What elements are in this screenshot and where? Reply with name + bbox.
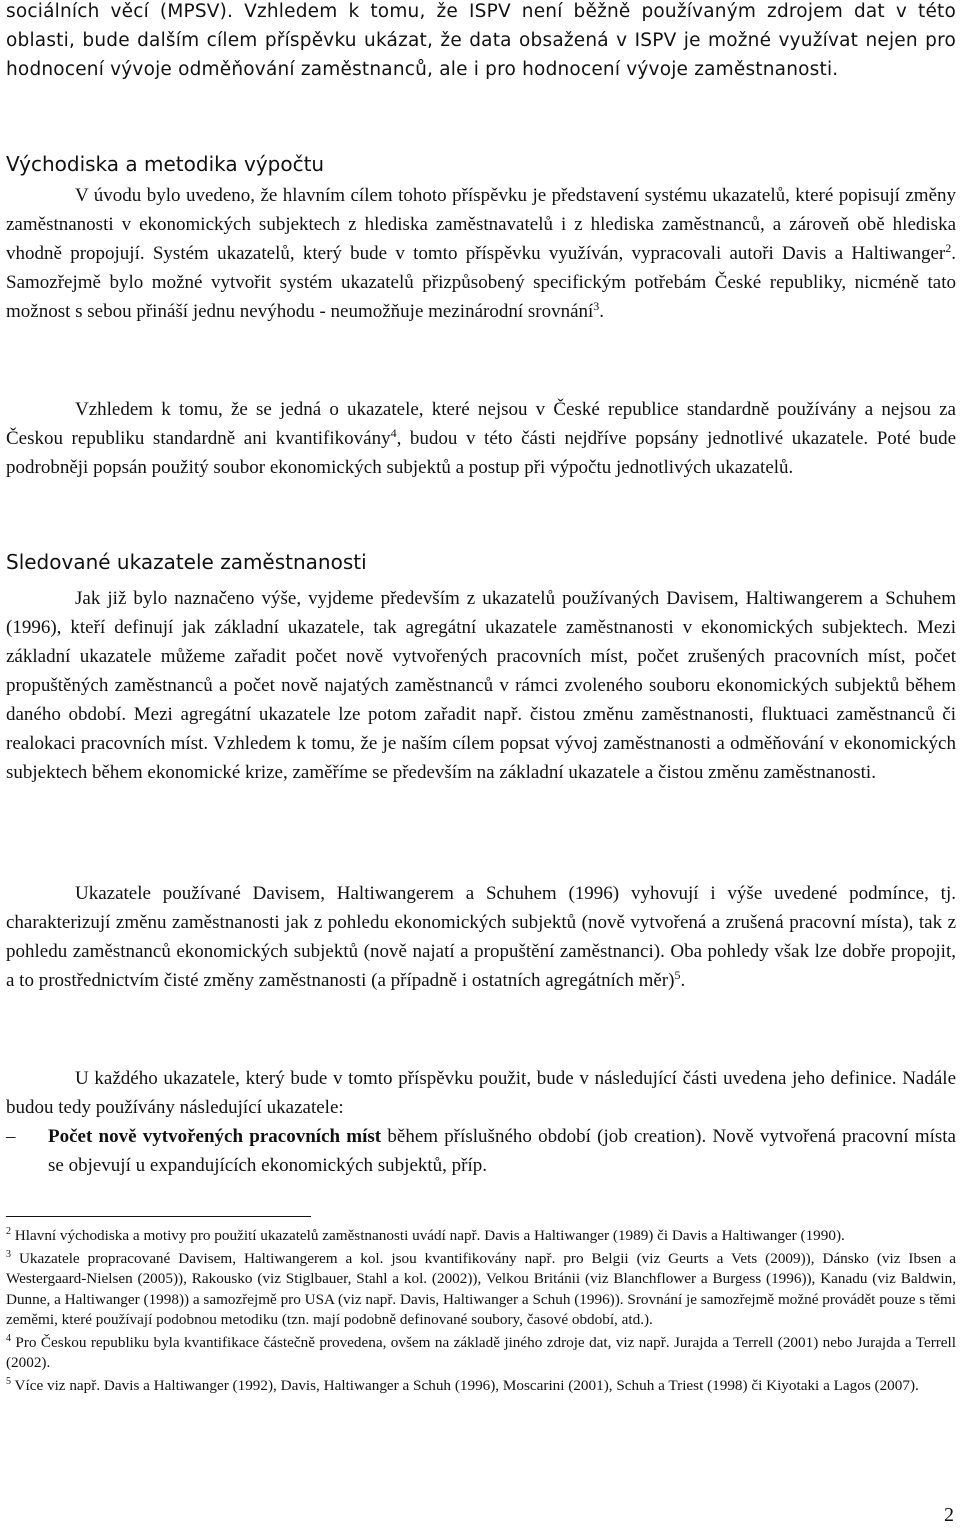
methodology-p2-text-a: Vzhledem k tomu, že se jedná o ukazatele, které nejsou v České republice standardně používány a nejsou za Českou republiku standardně ani kvantifikovány xyxy=(6,399,956,449)
methodology-p1-text-c: . xyxy=(599,301,605,322)
methodology-paragraph-1 xyxy=(6,181,956,326)
footnote-ref-5: 5 xyxy=(674,968,681,982)
page-number: 2 xyxy=(944,1504,954,1526)
footnote-number: 5 xyxy=(6,1375,11,1387)
indicators-paragraph-2 xyxy=(6,879,956,995)
footnote-ref-3: 3 xyxy=(593,299,600,313)
footnote-ref-4: 4 xyxy=(390,426,397,440)
footnote-text: Ukazatele propracované Davisem, Haltiwangerem a kol. jsou kvantifikovány např. pro Belgii (viz Geurts a Vets (2009)), Dánsko (viz Ibsen a Westergaard-Nielsen (2005)), Rakousko (viz Stiglbauer, Stahl a kol. (2002)), Velkou Británii (viz Blanchflower a Burgess (1996)), Kanadu (viz Baldwin, Dunne, a Haltiwanger (1998)) a samozřejmě pro USA (viz např. Davis, Haltiwanger a Schuh (1996)). Srovnání je samozřejmě možné provádět pouze s těmi zeměmi, které používají podobnou metodiku (tzn. mají podobně definované soubory, časové období, atd.). xyxy=(6,1249,956,1328)
methodology-p1-text-a: V úvodu bylo uvedeno, že hlavním cílem tohoto příspěvku je představení systému ukazatelů, které popisují změny zaměstnanosti v ekonomických subjektech z hlediska zaměstnavatelů i z hlediska zaměstnanců, a zároveň obě hlediska vhodně propojují. Systém ukazatelů, který bude v tomto příspěvku využíván, vypracovali autoři Davis a Haltiwanger xyxy=(6,185,956,264)
methodology-paragraph-2 xyxy=(6,395,956,482)
footnotes xyxy=(6,1226,956,1398)
indicators-p2-text-b: . xyxy=(680,970,686,991)
footnote-divider xyxy=(6,1216,311,1217)
methodology-p1-text-b: . Samozřejmě bylo možné vytvořit systém ukazatelů přizpůsobený specifickým potřebám České republiky, nicméně tato možnost s sebou přináší jednu nevýhodu - neumožňuje mezinárodní srovnání xyxy=(6,243,956,322)
section-heading-methodology: Východiska a metodika výpočtu xyxy=(6,152,325,176)
footnote-5 xyxy=(6,1376,956,1397)
indicator-list-item-job-creation xyxy=(6,1122,956,1180)
footnote-2 xyxy=(6,1226,956,1247)
footnote-4 xyxy=(6,1333,956,1374)
footnote-number: 4 xyxy=(6,1332,11,1344)
methodology-p2-text-b: , budou v této části nejdříve popsány jednotlivé ukazatele. Poté bude podrobněji popsán použitý soubor ekonomických subjektů a postup při výpočtu jednotlivých ukazatelů. xyxy=(6,428,957,478)
indicators-paragraph-3: U každého ukazatele, který bude v tomto příspěvku použit, bude v následující části uvedena jeho definice. Nadále budou tedy používány následující ukazatele: xyxy=(6,1068,956,1118)
list-dash: – xyxy=(6,1126,16,1147)
footnote-text: Více viz např. Davis a Haltiwanger (1992), Davis, Haltiwanger a Schuh (1996), Moscarini (2001), Schuh a Triest (1998) či Kiyotaki a Lagos (2007). xyxy=(11,1376,919,1394)
indicators-p2-text-a: Ukazatele používané Davisem, Haltiwangerem a Schuhem (1996) vyhovují i výše uvedené podmínce, tj. charakterizují změnu zaměstnanosti jak z pohledu ekonomických subjektů (nově vytvořená a zrušená pracovní místa), tak z pohledu zaměstnanců ekonomických subjektů (nově najatí a propuštění zaměstnanci). Oba pohledy však lze dobře propojit, a to prostřednictvím čisté změny zaměstnanosti (a případně i ostatních agregátních měr) xyxy=(6,883,956,991)
indicators-paragraph-1: Jak již bylo naznačeno výše, vyjdeme především z ukazatelů používaných Davisem, Haltiwangerem a Schuhem (1996), kteří definují jak základní ukazatele, tak agregátní ukazatele zaměstnanosti v ekonomických subjektech. Mezi základní ukazatele můžeme zařadit počet nově vytvořených pracovních míst, počet zrušených pracovních míst, počet propuštěných zaměstnanců a počet nově najatých zaměstnanců v rámci zvoleného souboru ekonomických subjektů během daného období. Mezi agregátní ukazatele lze potom zařadit např. čistou změnu zaměstnanosti, fluktuaci zaměstnanců či realokaci pracovních míst. Vzhledem k tomu, že je naším cílem popsat vývoj zaměstnanosti a odměňování v ekonomických subjektech během ekonomické krize, zaměříme se především na základní ukazatele a čistou změnu zaměstnanosti. xyxy=(6,588,956,783)
footnote-text: Pro Českou republiku byla kvantifikace částečně provedena, ovšem na základě jiného zdroje dat, viz např. Jurajda a Terrell (2001) nebo Jurajda a Terrell (2002). xyxy=(6,1333,956,1371)
list-item-title: Počet nově vytvořených pracovních míst xyxy=(48,1126,382,1147)
footnote-text: Hlavní východiska a motivy pro použití ukazatelů zaměstnanosti uvádí např. Davis a Haltiwanger (1989) či Davis a Haltiwanger (1990). xyxy=(11,1227,845,1244)
footnote-number: 2 xyxy=(6,1226,11,1237)
footnote-number: 3 xyxy=(6,1248,11,1260)
intro-paragraph: sociálních věcí (MPSV). Vzhledem k tomu, že ISPV není běžně používaným zdrojem dat v této oblasti, bude dalším cílem příspěvku ukázat, že data obsažená v ISPV je možné využívat nejen pro hodnocení vývoje odměňování zaměstnanců, ale i pro hodnocení vývoje zaměstnanosti. xyxy=(6,1,956,80)
list-item-text: během příslušného období (job creation). Nově vytvořená pracovní místa se objevují u expandujících ekonomických subjektů, příp. xyxy=(48,1126,956,1176)
footnote-ref-2: 2 xyxy=(945,241,952,255)
section-heading-indicators: Sledované ukazatele zaměstnanosti xyxy=(6,550,367,574)
footnote-3 xyxy=(6,1249,956,1331)
